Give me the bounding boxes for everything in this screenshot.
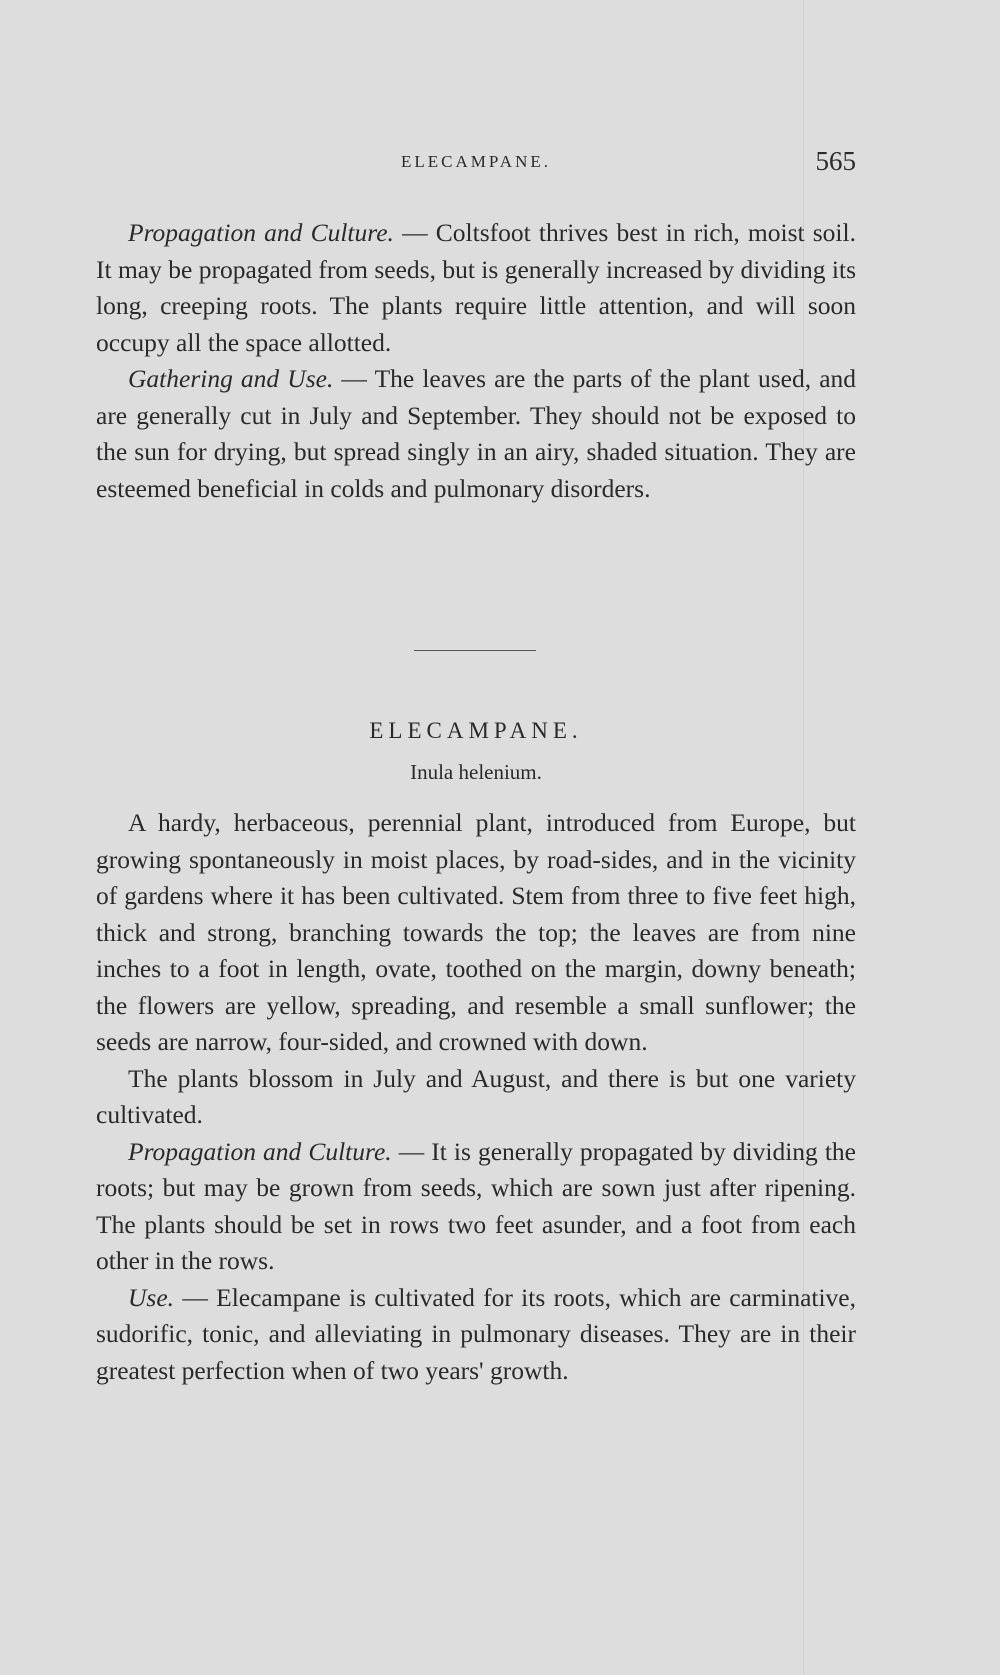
paragraph-text: — The leaves are the parts of the plant used, and are generally cut in July and September. They should not be exposed to the sun for drying, but spread singly in an airy, shaded situation. They are esteemed beneficial in colds and pulmonary disorders. (96, 364, 857, 503)
paragraph-lead: Propagation and Culture. (128, 218, 394, 247)
running-title: ELECAMPANE. (401, 152, 551, 171)
elecampane-propagation-paragraph (96, 1134, 856, 1280)
page-number: 565 (815, 146, 856, 176)
running-head (96, 146, 856, 180)
section-divider (414, 650, 536, 651)
description-paragraph: A hardy, herbaceous, perennial plant, introduced from Europe, but growing spontaneously in moist places, by road-sides, and in the vicinity of gardens where it has been cultivated. Stem from three to five feet high, thick and strong, branching towards the top; the leaves are from nine inches to a foot in length, ovate, toothed on the margin, downy beneath; the flowers are yellow, spreading, and resemble a small sunflower; the seeds are narrow, four-sided, and crowned with down. (96, 808, 856, 1056)
paragraph-lead: Gathering and Use. (128, 364, 334, 393)
section-title: ELECAMPANE. (369, 718, 583, 743)
paragraph-lead: Use. (128, 1282, 175, 1312)
latin-name: Inula helenium. (410, 760, 542, 784)
paragraph-text: — Elecampane is cultivated for its roots, which are carminative, sudorific, tonic, and alleviating in pulmonary diseases. They are in their greatest perfection when of two years' growth. (96, 1282, 856, 1385)
coltsfoot-propagation-paragraph (96, 215, 856, 361)
paragraph-lead: Propagation and Culture. (128, 1136, 392, 1166)
coltsfoot-continuation (96, 215, 856, 507)
blossom-paragraph: The plants blossom in July and August, and there is but one variety cultivated. (96, 1063, 856, 1129)
elecampane-use-paragraph (96, 1280, 856, 1390)
paragraph-text: — Coltsfoot thrives best in rich, moist soil. It may be propagated from seeds, but is generally increased by dividing its long, creeping roots. The plants require little attention, and will soon occupy all the space allotted. (96, 218, 856, 357)
elecampane-body (96, 805, 856, 1389)
paragraph-text: — It is generally propagated by dividing the roots; but may be grown from seeds, which are sown just after ripening. The plants should be set in rows two feet asunder, and a foot from each other in the rows. (96, 1136, 857, 1275)
coltsfoot-gathering-paragraph (96, 361, 856, 507)
